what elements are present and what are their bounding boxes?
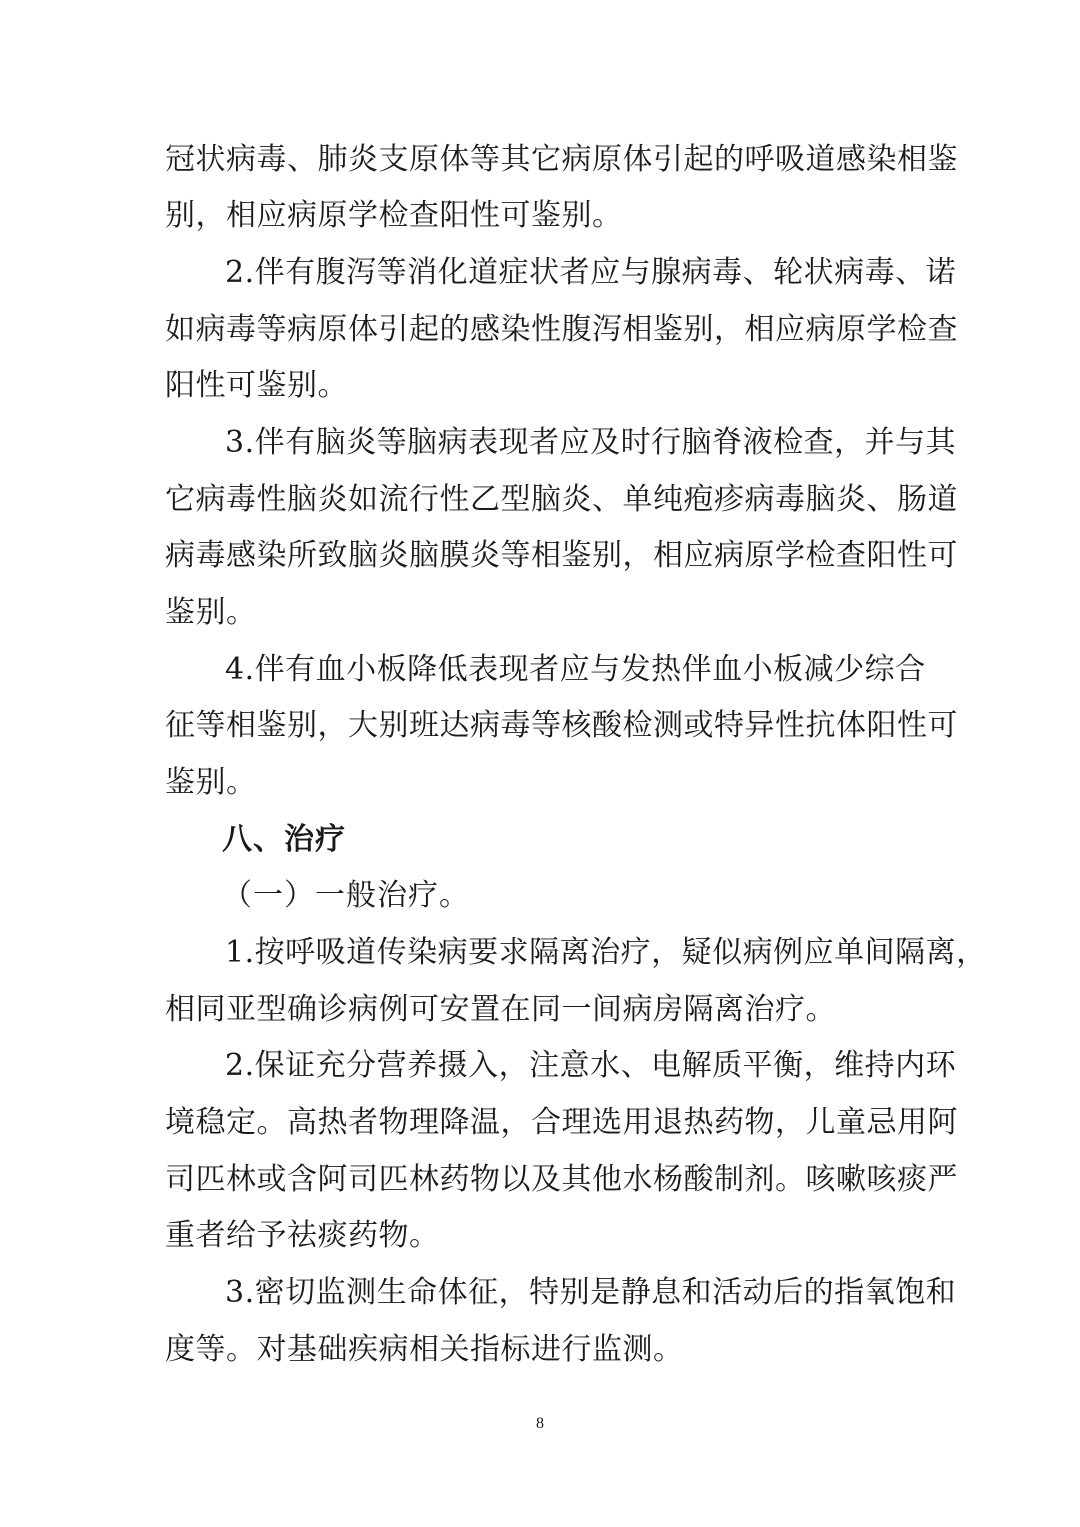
subsection-heading: （一）一般治疗。 <box>222 878 470 913</box>
paragraph-line: 鉴别。 <box>165 765 257 800</box>
paragraph-line: 4.伴有血小板降低表现者应与发热伴血小板减少综合 <box>225 652 926 687</box>
paragraph-line: 阳性可鉴别。 <box>165 368 348 403</box>
paragraph-line: 鉴别。 <box>165 595 257 630</box>
paragraph-line: 它病毒性脑炎如流行性乙型脑炎、单纯疱疹病毒脑炎、肠道 <box>165 482 958 517</box>
paragraph-line: 相同亚型确诊病例可安置在同一间病房隔离治疗。 <box>165 992 836 1027</box>
paragraph-line: 病毒感染所致脑炎脑膜炎等相鉴别，相应病原学检查阳性可 <box>165 538 958 573</box>
paragraph-line: 3.伴有脑炎等脑病表现者应及时行脑脊液检查，并与其 <box>225 425 957 460</box>
paragraph-line: 2.保证充分营养摄入，注意水、电解质平衡，维持内环 <box>225 1048 957 1083</box>
paragraph-line: 重者给予祛痰药物。 <box>165 1218 440 1253</box>
paragraph-line: 3.密切监测生命体征，特别是静息和活动后的指氧饱和 <box>225 1275 957 1310</box>
paragraph-line: 度等。对基础疾病相关指标进行监测。 <box>165 1332 684 1367</box>
paragraph-line: 境稳定。高热者物理降温，合理选用退热药物，儿童忌用阿 <box>165 1105 958 1140</box>
section-heading: 八、治疗 <box>222 822 346 857</box>
paragraph-line: 1.按呼吸道传染病要求隔离治疗，疑似病例应单间隔离， <box>225 935 987 970</box>
paragraph-line: 征等相鉴别，大别班达病毒等核酸检测或特异性抗体阳性可 <box>165 708 958 743</box>
page-number: 8 <box>536 1415 544 1432</box>
paragraph-line: 司匹林或含阿司匹林药物以及其他水杨酸制剂。咳嗽咳痰严 <box>165 1162 958 1197</box>
paragraph-line: 如病毒等病原体引起的感染性腹泻相鉴别，相应病原学检查 <box>165 312 958 347</box>
paragraph-line: 冠状病毒、肺炎支原体等其它病原体引起的呼吸道感染相鉴 <box>165 142 958 177</box>
paragraph-line: 别，相应病原学检查阳性可鉴别。 <box>165 198 623 233</box>
paragraph-line: 2.伴有腹泻等消化道症状者应与腺病毒、轮状病毒、诺 <box>225 255 957 290</box>
